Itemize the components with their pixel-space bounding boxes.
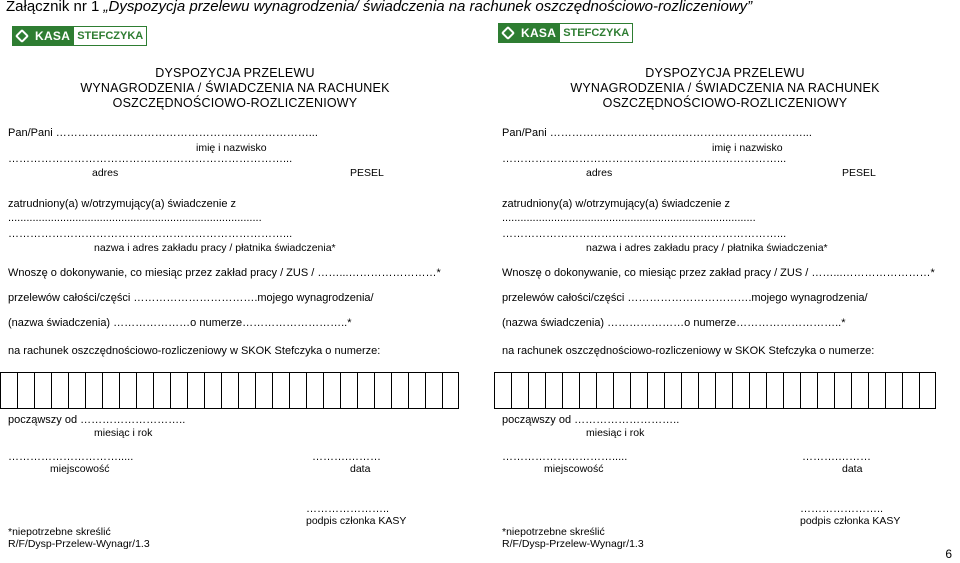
attachment-title: „Dyspozycja przelewu wynagrodzenia/ świadczenia na rachunek oszczędnościowo-rozliczeniowy” [103, 0, 753, 15]
form-copy-left [0, 0, 470, 563]
employer-label: nazwa i adres zakładu pracy / płatnika świadczenia* [94, 242, 336, 254]
employer-field-2[interactable]: …………………………………………………………………... [502, 228, 787, 240]
request-line[interactable]: Wnoszę o dokonywanie, co miesiąc przez zakład pracy / ZUS / ……...……………………* [502, 267, 935, 279]
signature-field[interactable]: ………………….. [800, 503, 884, 515]
pesel-label: PESEL [350, 167, 384, 179]
employed-label: zatrudniony(a) w/otrzymujący(a) świadczenie z [502, 198, 731, 210]
place-label: miejscowość [544, 463, 604, 475]
month-year-label: miesiąc i rok [586, 427, 645, 439]
employer-field-1[interactable]: ................................................................................... [502, 212, 756, 224]
kasa-stefczyka-logo [12, 26, 147, 46]
place-field[interactable]: …………………………..... [8, 451, 134, 463]
form-title-line1: DYSPOZYCJA PRZELEWU [645, 66, 805, 80]
employer-label: nazwa i adres zakładu pracy / płatnika świadczenia* [586, 242, 828, 254]
form-copy-right [490, 0, 960, 563]
form-title-line1: DYSPOZYCJA PRZELEWU [155, 66, 315, 80]
transfer-line[interactable]: przelewów całości/części …………………………….mojego wynagrodzenia/ [502, 292, 868, 304]
date-field[interactable]: ……….……… [802, 451, 872, 463]
account-number-boxes[interactable] [494, 372, 936, 409]
month-year-label: miesiąc i rok [94, 427, 153, 439]
logo-stefczyka: STEFCZYKA [559, 23, 633, 43]
benefit-line[interactable]: (nazwa świadczenia) …………………o numerze………………………..* [8, 317, 352, 329]
logo-stefczyka: STEFCZYKA [73, 26, 147, 46]
benefit-line[interactable]: (nazwa świadczenia) …………………o numerze………………………..* [502, 317, 846, 329]
name-label: imię i nazwisko [712, 142, 783, 154]
employer-field-2[interactable]: …………………………………………………………………... [8, 228, 293, 240]
logo-kasa: KASA [32, 26, 73, 46]
form-title [0, 66, 470, 111]
address-field[interactable]: …………………………………………………………………... [8, 153, 293, 165]
address-label: adres [586, 167, 613, 179]
form-code: R/F/Dysp-Przelew-Wynagr/1.3 [8, 538, 150, 550]
attachment-prefix: Załącznik nr 1 [6, 0, 100, 15]
name-field[interactable]: Pan/Pani ……………………………………………………………... [8, 127, 318, 139]
page-number: 6 [945, 547, 952, 561]
kasa-stefczyka-logo [498, 23, 633, 43]
employed-label: zatrudniony(a) w/otrzymujący(a) świadczenie z [8, 198, 237, 210]
place-field[interactable]: …………………………..... [502, 451, 628, 463]
form-title-line2: WYNAGRODZENIA / ŚWIADCZENIA NA RACHUNEK [570, 81, 880, 95]
request-line[interactable]: Wnoszę o dokonywanie, co miesiąc przez zakład pracy / ZUS / ……...……………………* [8, 267, 441, 279]
account-number-boxes[interactable] [0, 372, 459, 409]
footnote: *niepotrzebne skreślić [8, 526, 111, 538]
account-label: na rachunek oszczędnościowo-rozliczeniowy w SKOK Stefczyka o numerze: [8, 345, 381, 357]
name-field[interactable]: Pan/Pani ……………………………………………………………... [502, 127, 812, 139]
start-date-field[interactable]: począwszy od ……………………….. [8, 414, 186, 426]
name-label: imię i nazwisko [196, 142, 267, 154]
date-field[interactable]: ……….……… [312, 451, 382, 463]
logo-kasa: KASA [518, 23, 559, 43]
date-label: data [350, 463, 371, 475]
transfer-line[interactable]: przelewów całości/części …………………………….mojego wynagrodzenia/ [8, 292, 374, 304]
footnote: *niepotrzebne skreślić [502, 526, 605, 538]
start-date-field[interactable]: począwszy od ……………………….. [502, 414, 680, 426]
date-label: data [842, 463, 863, 475]
form-title-line3: OSZCZĘDNOŚCIOWO-ROZLICZENIOWY [112, 96, 358, 110]
signature-field[interactable]: ………………….. [306, 503, 390, 515]
form-title [490, 66, 960, 111]
account-label: na rachunek oszczędnościowo-rozliczeniowy w SKOK Stefczyka o numerze: [502, 345, 875, 357]
logo-mark-icon [498, 23, 518, 43]
pesel-label: PESEL [842, 167, 876, 179]
signature-label: podpis członka KASY [306, 515, 407, 527]
employer-field-1[interactable]: ................................................................................... [8, 212, 262, 224]
form-title-line2: WYNAGRODZENIA / ŚWIADCZENIA NA RACHUNEK [80, 81, 390, 95]
place-label: miejscowość [50, 463, 110, 475]
signature-label: podpis członka KASY [800, 515, 901, 527]
address-field[interactable]: …………………………………………………………………... [502, 153, 787, 165]
address-label: adres [92, 167, 119, 179]
logo-mark-icon [12, 26, 32, 46]
form-code: R/F/Dysp-Przelew-Wynagr/1.3 [502, 538, 644, 550]
form-title-line3: OSZCZĘDNOŚCIOWO-ROZLICZENIOWY [602, 96, 848, 110]
